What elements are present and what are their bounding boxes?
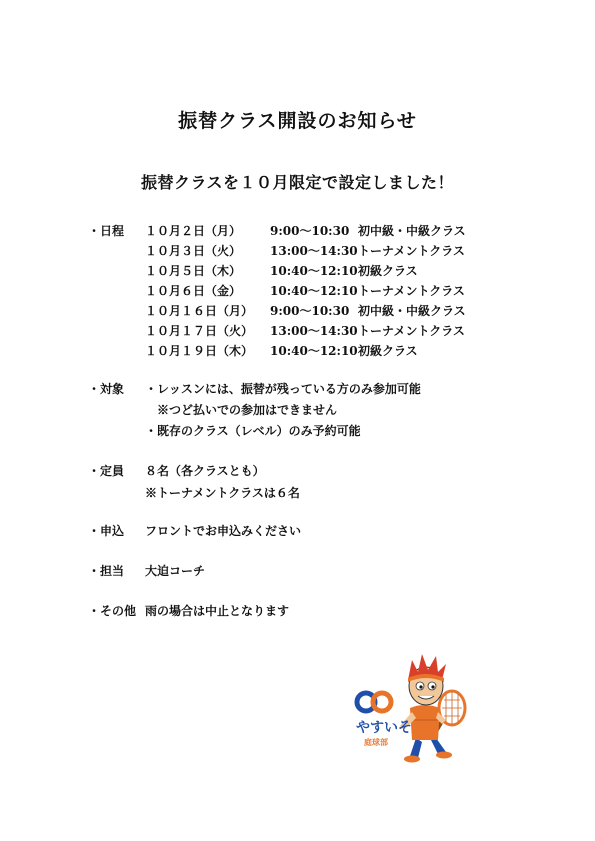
schedule-time: 10:40～12:10 xyxy=(270,264,358,278)
page-title: 振替クラス開設のお知らせ xyxy=(178,110,417,132)
schedule-class: トーナメントクラス xyxy=(358,284,465,298)
capacity-label: ・定員 xyxy=(88,464,125,478)
schedule-time: 10:40～12:10 xyxy=(270,284,358,298)
target-label: ・対象 xyxy=(88,382,125,396)
staff-text: 大迫コーチ xyxy=(145,564,206,578)
schedule-time: 13:00～14:30 xyxy=(270,244,358,258)
schedule-date: １０月５日（木） xyxy=(145,264,242,278)
apply-text: フロントでお申込みください xyxy=(145,524,302,538)
schedule-time: 13:00～14:30 xyxy=(270,324,358,338)
schedule-date: １０月１６日（月） xyxy=(145,304,254,318)
logo-text: やすいそ xyxy=(356,720,412,736)
page-subtitle: 振替クラスを１０月限定で設定しました！ xyxy=(140,173,455,192)
other-text: 雨の場合は中止となります xyxy=(145,604,290,618)
schedule-date: １０月２日（月） xyxy=(145,224,242,238)
schedule-date: １０月３日（火） xyxy=(145,244,242,258)
schedule-time: 9:00～10:30 xyxy=(270,304,350,318)
target-line: ・レッスンには、振替が残っている方のみ参加可能 xyxy=(145,382,421,396)
schedule-class: トーナメントクラス xyxy=(358,324,465,338)
target-line: ・既存のクラス（レベル）のみ予約可能 xyxy=(145,424,361,438)
apply-label: ・申込 xyxy=(88,524,125,538)
schedule-label: ・日程 xyxy=(88,224,125,238)
logo-subtext: 庭球部 xyxy=(364,738,388,747)
capacity-value: ８名（各クラスとも） xyxy=(145,464,265,478)
target-note: ※つど払いでの参加はできません xyxy=(157,403,338,417)
schedule-date: １０月１９日（木） xyxy=(145,344,254,358)
schedule-class: トーナメントクラス xyxy=(358,244,465,258)
schedule-class: 初級クラス xyxy=(358,344,418,358)
schedule-time: 9:00～10:30 xyxy=(270,224,350,238)
schedule-time: 10:40～12:10 xyxy=(270,344,358,358)
schedule-date: １０月６日（金） xyxy=(145,284,242,298)
capacity-note: ※トーナメントクラスは６名 xyxy=(145,486,300,500)
schedule-class: 初中級・中級クラス xyxy=(358,224,466,238)
schedule-class: 初中級・中級クラス xyxy=(358,304,466,318)
tennis-mascot-logo xyxy=(352,646,472,766)
other-label: ・その他 xyxy=(88,604,137,618)
schedule-class: 初級クラス xyxy=(358,264,418,278)
brand-swirl-icon xyxy=(357,693,391,711)
schedule-date: １０月１７日（火） xyxy=(145,324,254,338)
staff-label: ・担当 xyxy=(88,564,125,578)
